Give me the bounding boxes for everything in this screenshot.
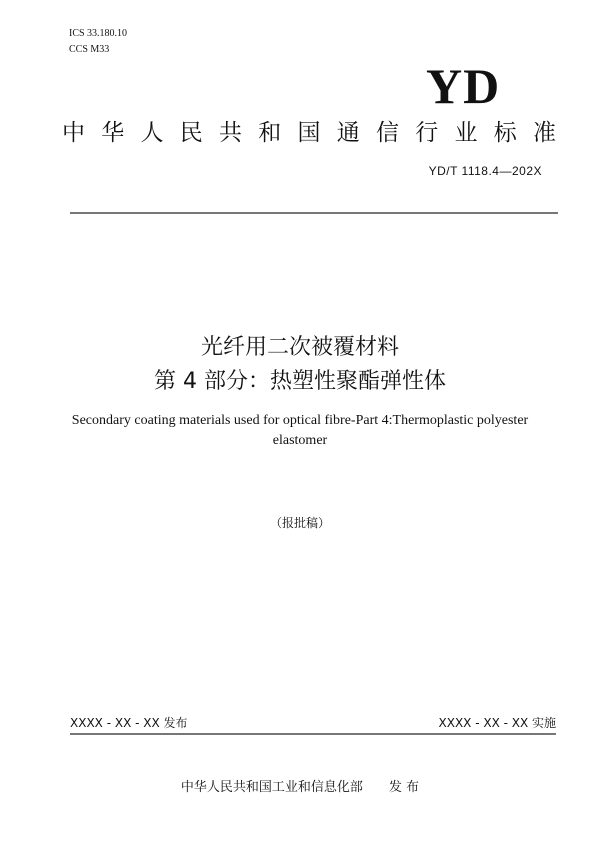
yd-logo: YD	[426, 58, 501, 114]
standard-char: 和	[258, 120, 282, 146]
title-en-line2: elastomer	[272, 433, 328, 448]
standard-char: 共	[219, 120, 242, 146]
title-cn-line1: 光纤用二次被覆材料	[200, 335, 399, 360]
ccs-code: CCS M33	[69, 44, 110, 55]
standard-char: 人	[140, 120, 164, 146]
standard-char: 准	[533, 120, 556, 146]
standard-char: 信	[376, 120, 399, 146]
standard-number: YD/T 1118.4—202X	[428, 164, 542, 178]
standard-char: 华	[101, 120, 125, 146]
standard-char: 行	[415, 120, 439, 146]
standard-title	[62, 114, 556, 147]
standard-char: 民	[179, 120, 203, 146]
issuer: 中华人民共和国工业和信息化部 发 布	[180, 780, 420, 795]
standard-char: 通	[336, 120, 360, 146]
standard-char: 标	[493, 120, 517, 146]
draft-label: （报批稿）	[269, 516, 330, 530]
title-en-line1: Secondary coating materials used for optical fibre-Part 4:Thermoplastic polyester	[71, 413, 529, 428]
header-divider	[70, 212, 558, 214]
standard-char: 中	[62, 120, 85, 146]
title-cn-line2: 第 4 部分：热塑性聚酯弹性体	[154, 369, 446, 394]
ics-code: ICS 33.180.10	[69, 28, 128, 39]
standard-char: 业	[454, 120, 478, 146]
footer-divider	[70, 733, 556, 735]
publish-date: XXXX - XX - XX 发布	[70, 716, 188, 730]
implement-date: XXXX - XX - XX 实施	[438, 716, 556, 730]
title-en	[0, 411, 600, 451]
standard-char: 国	[297, 120, 321, 146]
